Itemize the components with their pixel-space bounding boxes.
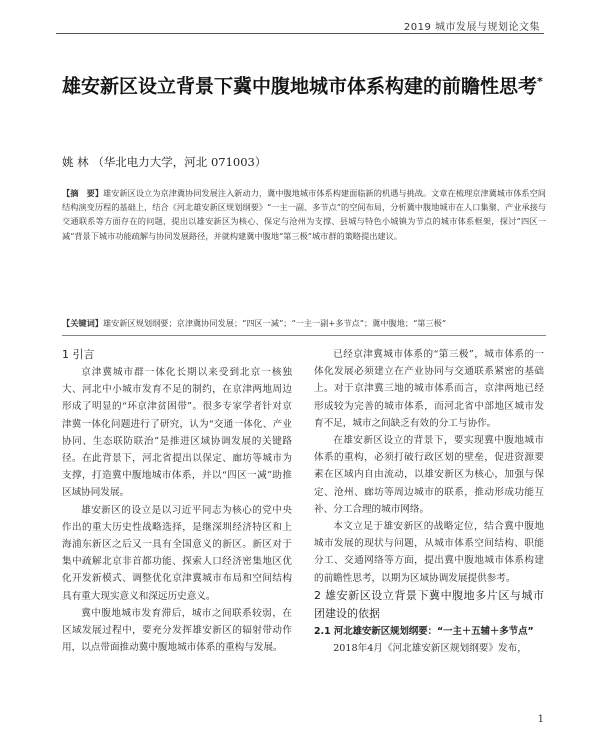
abstract-label: 【摘 要】: [62, 188, 104, 198]
title-footnote-mark: *: [537, 75, 543, 88]
abstract-text: 雄安新区设立为京津冀协同发展注入新动力，冀中腹地城市体系构建面临新的机遇与挑战。文章在梳理京津冀城市体系空间结构演变历程的基础上，结合《河北雄安新区规划纲要》“一主一副、多节点”的空间布局，分析冀中腹地城市在人口集聚、产业承接与交通联系等方面存在的问题，提出以雄安新区为核心、保定与沧州为支撑、县城与特色小城镇为节点的城市体系框架，探讨“四区一减”背景下城市功能疏解与协同发展路径，并就构建冀中腹地“第三极”城市群的策略提出建议。: [62, 188, 546, 241]
body-paragraph: 在雄安新区设立的背景下，要实现冀中腹地城市体系的重构，必须打破行政区划的壁垒，促进资源要素在区域内自由流动，以雄安新区为核心，加强与保定、沧州、廊坊等周边城市的联系，推动形成功能互补、分工合理的城市网络。: [314, 435, 544, 515]
abstract-divider: [62, 335, 546, 336]
body-column-left: [62, 346, 292, 656]
body-paragraph: 2018年4月《河北雄安新区规划纲要》发布，: [333, 643, 527, 655]
section-heading-intro: 1 引言: [62, 348, 95, 361]
author-name: 姚 林: [62, 155, 89, 169]
body-paragraph: 本文立足于雄安新区的战略定位，结合冀中腹地城市发展的现状与问题，从城市体系空间结构、职能分工、交通网络等方面，提出冀中腹地城市体系构建的前瞻性思考，以期为区域协调发展提供参考。: [314, 521, 544, 584]
page-header: [0, 0, 600, 36]
body-paragraph: 冀中腹地城市发育滞后，城市之间联系较弱，在区域发展过程中，要充分发挥雄安新区的辐射带动作用，以点带面推动冀中腹地城市体系的重构与发展。: [62, 607, 292, 654]
section-heading-2: 2 雄安新区设立背景下冀中腹地多片区与城市团建设的依据: [314, 588, 544, 620]
subsection-heading-2-1: 2.1 河北雄安新区规划纲要：“一主＋五辅＋多节点”: [314, 625, 534, 637]
author-affiliation: （华北电力大学，河北 071003）: [92, 155, 267, 169]
author-line: [62, 154, 266, 170]
body-paragraph: 已经京津冀城市体系的“第三极”，城市体系的一体化发展必须建立在产业协同与交通联系紧密的基础上。对于京津冀三地的城市体系而言，京津两地已经形成较为完善的城市体系，而河北省中部地区城市发育不足，城市之间缺乏有效的分工与协作。: [314, 349, 544, 429]
header-rule: [56, 33, 544, 34]
body-paragraph: 京津冀城市群一体化长期以来受到北京一核独大、河北中小城市发育不足的制约，在京津两地周边形成了明显的“环京津贫困带”。很多专家学者针对京津冀一体化问题进行了研究，认为“交通一体化、产业协同、生态联防联治”是推进区域协调发展的关键路径。在此背景下，河北省提出以保定、廊坊等城市为支撑，打造冀中腹地城市体系，并以“四区一减”助推区域协同发展。: [62, 367, 292, 499]
paper-title: [62, 66, 552, 102]
body-paragraph: 雄安新区的设立是以习近平同志为核心的党中央作出的重大历史性战略选择，是继深圳经济特区和上海浦东新区之后又一具有全国意义的新区。新区对于集中疏解北京非首都功能、探索人口经济密集地区优化开发新模式、调整优化京津冀城市布局和空间结构具有重大现实意义和深远历史意义。: [62, 504, 292, 602]
keywords-label: 【关键词】: [62, 318, 103, 328]
page-number: 1: [537, 714, 544, 725]
keywords-text: 雄安新区规划纲要；京津冀协同发展；“四区一减”；“一主一副+多节点”；冀中腹地；“第三极”: [102, 318, 447, 328]
running-title: 2019 城市发展与规划论文集: [403, 22, 540, 33]
keywords: [62, 317, 546, 330]
abstract: [62, 186, 546, 243]
body-column-right: [314, 346, 544, 657]
paper-title-text: 雄安新区设立背景下冀中腹地城市体系构建的前瞻性思考: [62, 75, 538, 98]
